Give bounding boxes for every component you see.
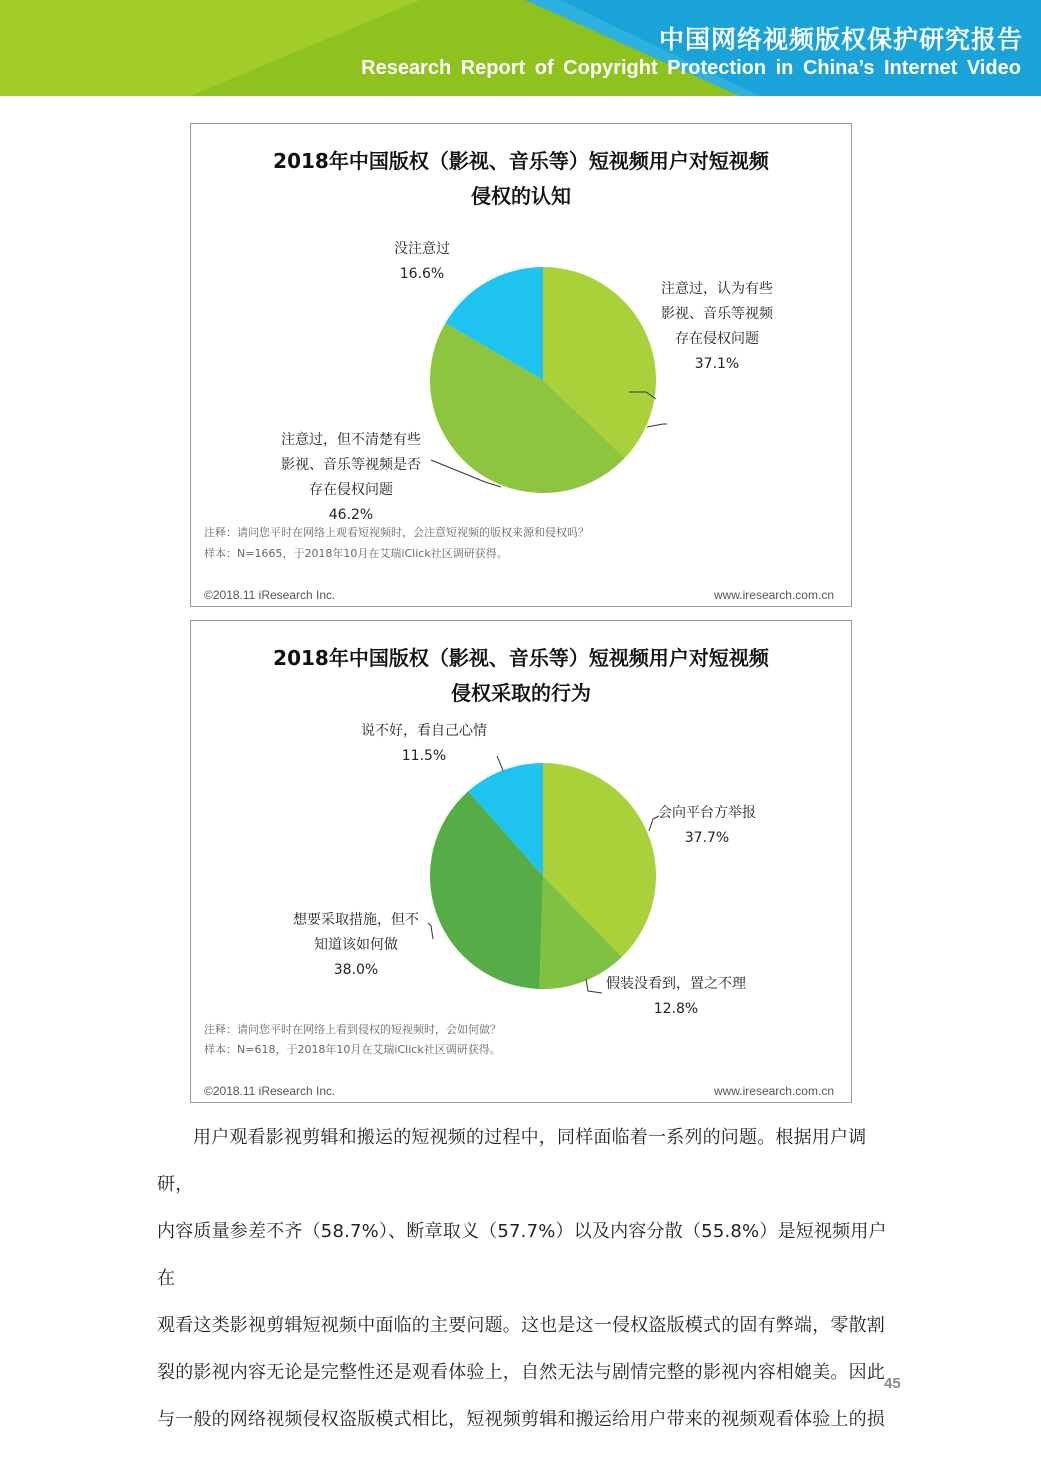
body-line: 观看这类影视剪辑短视频中面临的主要问题。这也是这一侵权盗版模式的固有弊端，零散割: [157, 1315, 885, 1336]
body-line: 内容质量参差不齐（58.7%）、断章取义（57.7%）以及内容分散（55.8%）是短视频用户在: [157, 1221, 887, 1289]
report-title: 中国网络视频版权保护研究报告: [658, 25, 1023, 54]
leader-line: [647, 424, 667, 427]
chart-title: 2018年中国版权（影视、音乐等）短视频用户对短视频 侵权采取的行为: [273, 646, 769, 705]
website: www.iresearch.com.cn: [713, 1084, 834, 1098]
report-subtitle: Research Report of Copyright Protection in China’s Internet Video: [361, 57, 1021, 79]
leader-line: [586, 979, 602, 993]
chart-sample: 样本：N=1665，于2018年10月在艾瑞iClick社区调研获得。: [204, 547, 508, 560]
body-line: 与一般的网络视频侵权盗版模式相比，短视频剪辑和搬运给用户带来的视频观看体验上的损: [157, 1409, 885, 1430]
slice-label-want-action: 想要采取措施，但不 知道该如何做 38.0%: [293, 912, 419, 978]
body-line: 用户观看影视剪辑和搬运的短视频的过程中，同样面临着一系列的问题。根据用户调研，: [157, 1127, 867, 1195]
copyright: ©2018.11 iResearch Inc.: [204, 1084, 336, 1098]
chart-note: 注释：请问您平时在网络上看到侵权的短视频时，会如何做？: [204, 1023, 501, 1036]
page-number: 45: [884, 1375, 901, 1392]
slice-label-noticed-infringing: 注意过，认为有些 影视、音乐等视频 存在侵权问题 37.1%: [661, 281, 773, 372]
website: www.iresearch.com.cn: [713, 588, 834, 602]
slice-label-ignore: 假装没看到，置之不理 12.8%: [606, 976, 746, 1017]
slice-label-report-to-platform: 会向平台方举报 37.7%: [658, 805, 756, 846]
slice-label-not-noticed: 没注意过 16.6%: [394, 241, 450, 282]
copyright: ©2018.11 iResearch Inc.: [204, 588, 336, 602]
chart-panel-awareness: [190, 123, 852, 607]
chart-panel-behavior: [190, 620, 852, 1103]
chart-title: 2018年中国版权（影视、音乐等）短视频用户对短视频 侵权的认知: [273, 149, 769, 208]
body-line: 裂的影视内容无论是完整性还是观看体验上，自然无法与剧情完整的影视内容相媲美。因此: [157, 1362, 885, 1383]
leader-line: [428, 923, 433, 939]
slice-label-noticed-unsure: 注意过，但不清楚有些 影视、音乐等视频是否 存在侵权问题 46.2%: [281, 432, 421, 523]
body-paragraph: [157, 1114, 887, 1443]
chart-sample: 样本：N=618，于2018年10月在艾瑞iClick社区调研获得。: [204, 1043, 501, 1056]
leader-line: [497, 756, 503, 771]
slice-label-depends-on-mood: 说不好，看自己心情 11.5%: [361, 723, 487, 764]
header-banner: [0, 0, 1041, 96]
chart-note: 注释：请问您平时在网络上观看短视频时，会注意短视频的版权来源和侵权吗？: [204, 526, 589, 539]
